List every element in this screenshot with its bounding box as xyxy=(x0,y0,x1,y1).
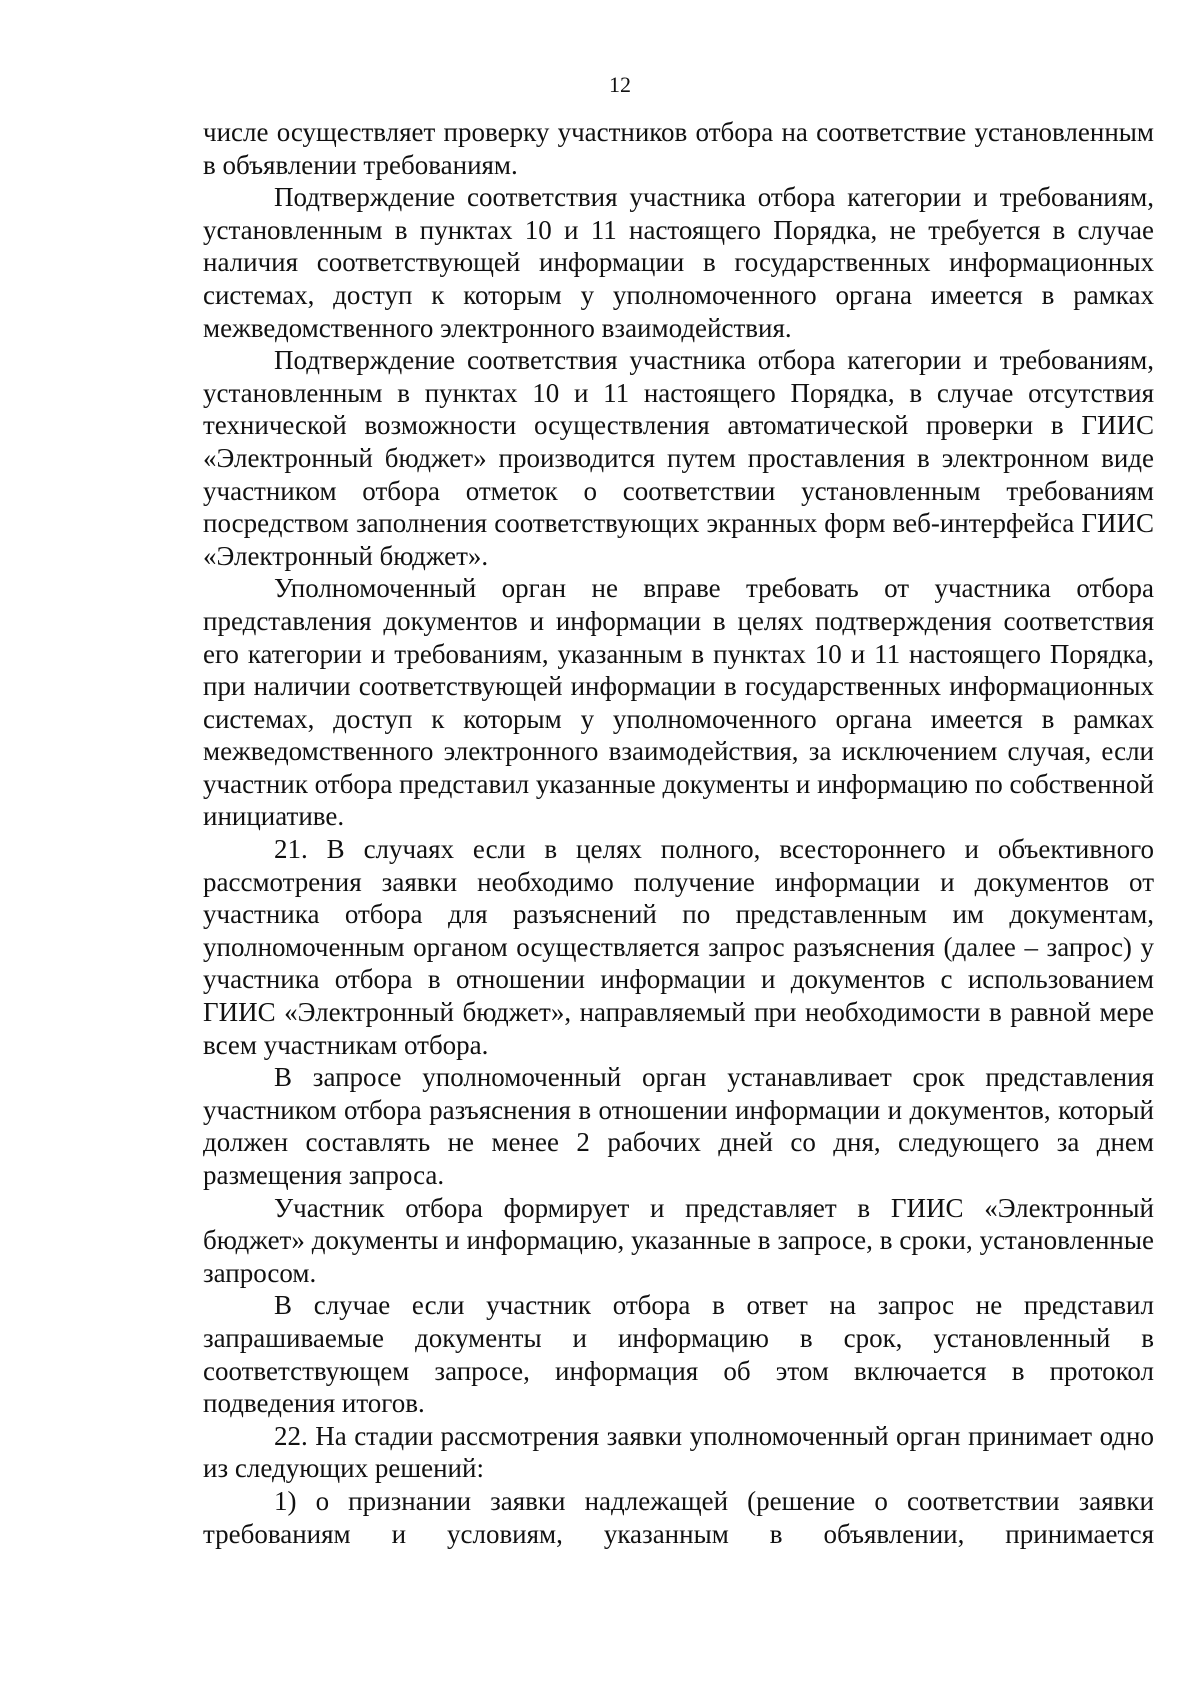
paragraph-confirmation-not-required: Подтверждение соответствия участника отбора категории и требованиям, установленным в пунктах 10 и 11 настоящего Порядка, не требуется в случае наличия соответствующей информации в государственных информационных системах, доступ к которым у уполномоченного органа имеется в рамках межведомственного электронного взаимодействия. xyxy=(203,182,1154,343)
page-number: 12 xyxy=(609,72,631,97)
paragraph-clause-21: 21. В случаях если в целях полного, всестороннего и объективного рассмотрения заявки необходимо получение информации и документов от участника отбора для разъяснений по представленным им документам, уполномоченным органом осуществляется запрос разъяснения (далее – запрос) у участника отбора в отношении информации и документов с использованием ГИИС «Электронный бюджет», направляемый при необходимости в равной мере всем участникам отбора. xyxy=(203,834,1154,1060)
document-body xyxy=(203,116,1154,1550)
paragraph-no-response: В случае если участник отбора в ответ на запрос не представил запрашиваемые документы и информацию в срок, установленный в соответствующем запросе, информация об этом включается в протокол подведения итогов. xyxy=(203,1290,1154,1419)
paragraph-participant-response: Участник отбора формирует и представляет в ГИИС «Электронный бюджет» документы и информацию, указанные в запросе, в сроки, установленные запросом. xyxy=(203,1192,1154,1288)
paragraph-clause-22-item-1: 1) о признании заявки надлежащей (решение о соответствии заявки требованиям и условиям, указанным в объявлении, принимается xyxy=(203,1485,1154,1549)
paragraph-clause-22: 22. На стадии рассмотрения заявки уполномоченный орган принимает одно из следующих решений: xyxy=(203,1420,1154,1484)
paragraph-request-deadline: В запросе уполномоченный орган устанавливает срок представления участником отбора разъяснения в отношении информации и документов, который должен составлять не менее 2 рабочих дней со дня, следующего за днем размещения запроса. xyxy=(203,1062,1154,1190)
paragraph-continuation: числе осуществляет проверку участников отбора на соответствие установленным в объявлении требованиям. xyxy=(203,117,1154,180)
paragraph-confirmation-manual: Подтверждение соответствия участника отбора категории и требованиям, установленным в пунктах 10 и 11 настоящего Порядка, в случае отсутствия технической возможности осуществления автоматической проверки в ГИИС «Электронный бюджет» производится путем проставления в электронном виде участником отбора отметок о соответствии установленным требованиям посредством заполнения соответствующих экранных форм веб-интерфейса ГИИС «Электронный бюджет». xyxy=(203,345,1154,571)
paragraph-no-document-request: Уполномоченный орган не вправе требовать от участника отбора представления документов и информации в целях подтверждения соответствия его категории и требованиям, указанным в пунктах 10 и 11 настоящего Порядка, при наличии соответствующей информации в государственных информационных системах, доступ к которым у уполномоченного органа имеется в рамках межведомственного электронного взаимодействия, за исключением случая, если участник отбора представил указанные документы и информацию по собственной инициативе. xyxy=(203,573,1154,832)
